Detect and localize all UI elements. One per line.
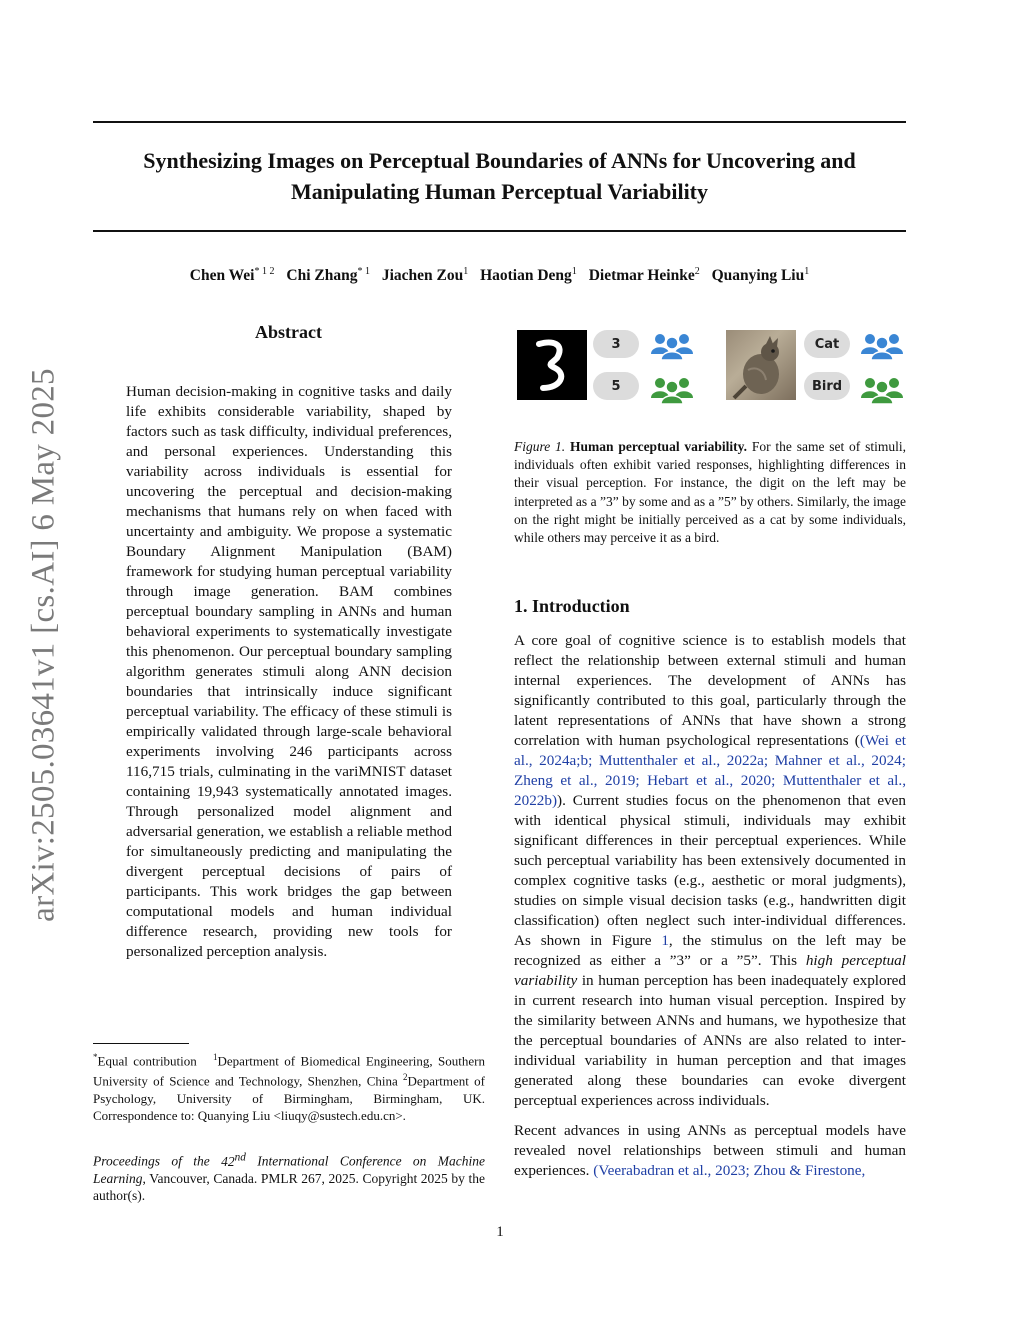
top-rule [93, 121, 906, 123]
abstract-text: Human decision-making in cognitive tasks and daily life exhibits considerable variability, shaped by factors such as task difficulty, individual preferences, and personal experiences. Understanding this variability across individuals is essential for uncovering the perceptual and decision-making mechanisms that humans rely on when faced with uncertainty and ambiguity. We propose a systematic Boundary Alignment Manipulation (BAM) framework for studying human perceptual variability through image generation. BAM combines perceptual boundary sampling in ANNs and human behavioral experiments to systematically investigate this phenomenon. Our perceptual boundary sampling algorithm generates stimuli along ANN decision boundaries that intrinsically induce significant perceptual variability. The efficacy of these stimuli is empirically validated through large-scale behavioral experiments involving 246 participants across 116,715 trials, culminating in the variMNIST dataset containing 19,943 systematically annotated images. Through personalized model alignment and adversarial generation, we establish a reliable method for simultaneously predicting and manipulating the divergent perceptual decisions of pairs of participants. This work bridges the gap between computational models and human individual difference research, providing new tools for personalized perception analysis. [126, 383, 452, 960]
author: Quanying Liu$^1$ [711, 266, 810, 285]
introduction-body [514, 631, 906, 1191]
figure-1 [514, 326, 906, 410]
figure-caption: Figure 1. Human perceptual variability. For the same set of stimuli, individuals often exhibit varied responses, highlighting differences in their visual perception. For instance, the digit on the left may be interpreted as a ”3” by some and as a ”5” by others. Similarly, the image on the right might be initially perceived as a cat by some individuals, while others may perceive it as a bird. [514, 439, 906, 546]
author-list [93, 266, 906, 285]
section-heading-introduction: 1. Introduction [514, 596, 630, 616]
people-group-blue-icon [860, 330, 904, 362]
digit-image [517, 330, 587, 400]
cat-bird-image [726, 330, 796, 400]
people-group-blue-icon [650, 330, 694, 362]
label-bubble-bird: Bird [804, 372, 850, 400]
author: Jiachen Zou$^1$ [381, 266, 469, 285]
label-bubble-5: 5 [593, 372, 639, 400]
author: Dietmar Heinke$^2$ [588, 266, 700, 285]
label-bubble-3: 3 [593, 330, 639, 358]
people-group-green-icon [860, 374, 904, 406]
abstract-heading: Abstract [255, 322, 322, 342]
paper-title [93, 145, 906, 207]
author: Haotian Deng$^1$ [480, 266, 577, 285]
page-number: 1 [496, 1224, 504, 1240]
label-bubble-cat: Cat [804, 330, 850, 358]
citation-link[interactable]: (Wei et al., 2024a;b; Muttenthaler et al., 2022a; Mahner et al., 2024; Zheng et al., 2019; Hebart et al., 2020; Muttenthaler et al., 2022b) [514, 732, 906, 809]
footnote: *Equal contribution $^1$Department of Biomedical Engineering, Southern University of Science and Technology, Shenzhen, China $^2$Department of Psychology, University of Birmingham, Birmingham, UK. Correspondence to: Quanying Liu <liuqy@sustech.edu.cn>. [93, 1052, 485, 1123]
proceedings-note: Proceedings of the 42nd International Conference on Machine Learning, Vancouver, Canada. PMLR 267, 2025. Copyright 2025 by the author(s). [93, 1151, 486, 1203]
title-line-1: Synthesizing Images on Perceptual Boundaries of ANNs for Uncovering and [143, 148, 856, 173]
intro-paragraph: A core goal of cognitive science is to establish models that reflect the relationship between external stimuli and human internal experiences. The development of ANNs has significantly contributed to this goal, particularly through the latent representations of ANNs that have shown a strong correlation with human psychological representations ((Wei et al., 2024a;b; Muttenthaler et al., 2022a; Mahner et al., 2024; Zheng et al., 2019; Hebart et al., 2020; Muttenthaler et al., 2022b)). Current studies focus on the phenomenon that even with identical physical stimuli, individuals may exhibit significant differences in their perceptual experiences. While such perceptual variability has been extensively documented in complex cognitive tasks (e.g., aesthetic or moral judgments), studies on simple visual decision tasks (e.g., handwritten digit classification) often neglect such inter-individual differences. As shown in Figure 1, the stimulus on the left may be recognized as either a ”3” or a ”5”. This high perceptual variability in human perception has been inadequately explored in current research into human visual perception. Inspired by the similarity between ANNs and humans, we hypothesize that the perceptual boundaries of ANNs are also related to inter-individual variability in human perception and that images generated along these boundaries can evoke divergent perceptual experiences across individuals. [514, 632, 906, 1109]
citation-link[interactable]: (Veerabadran et al., 2023; Zhou & Firestone, [593, 1162, 866, 1179]
footnote-rule [93, 1043, 189, 1044]
people-group-green-icon [650, 374, 694, 406]
bottom-rule [93, 230, 906, 232]
intro-paragraph: Recent advances in using ANNs as perceptual models have revealed novel relationships between stimuli and human experiences. (Veerabadran et al., 2023; Zhou & Firestone, [514, 1122, 906, 1179]
figure-ref-link[interactable]: 1 [661, 932, 669, 949]
title-line-2: Manipulating Human Perceptual Variability [290, 179, 709, 204]
author: Chen Wei$^{* 1 2}$ [189, 266, 275, 285]
author: Chi Zhang$^{* 1}$ [286, 266, 370, 285]
arxiv-watermark: arXiv:2505.03641v1 [cs.AI] 6 May 2025 [25, 368, 62, 922]
